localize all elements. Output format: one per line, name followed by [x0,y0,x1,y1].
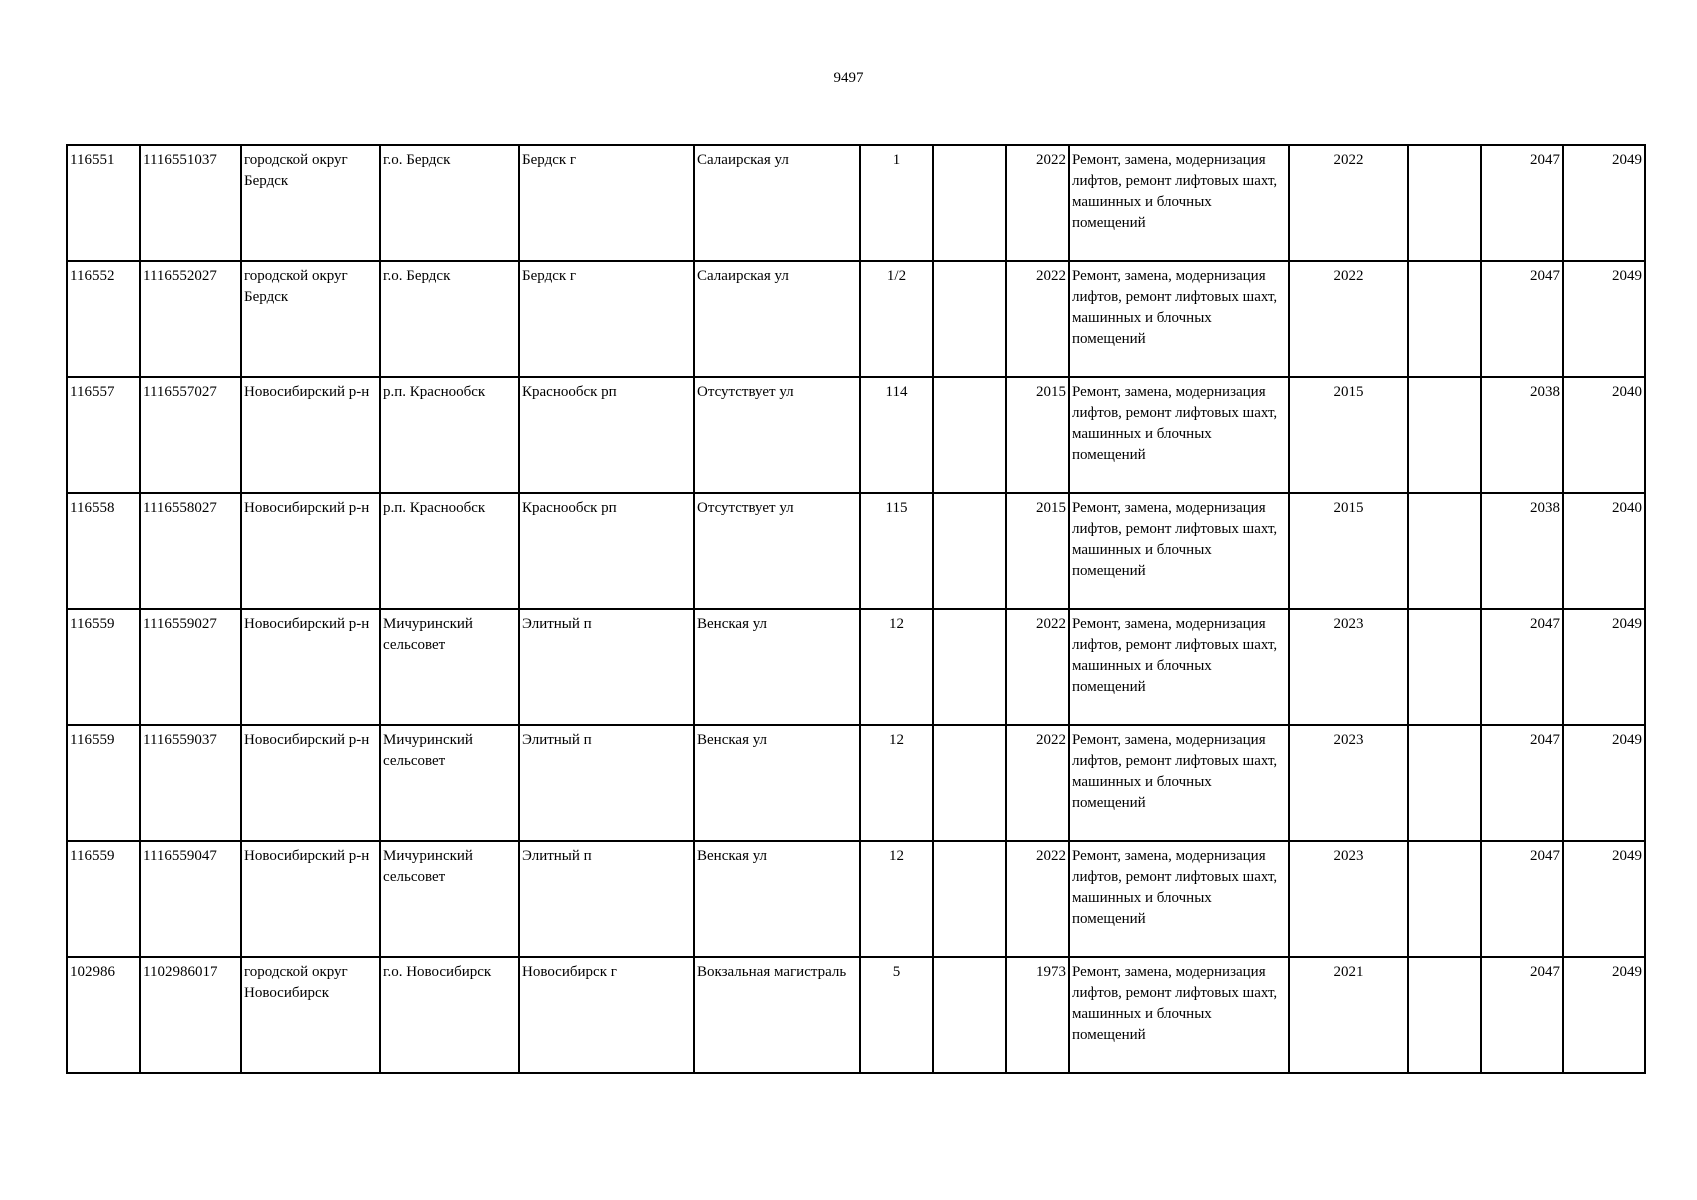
row-settlement: Краснообск рп [519,493,694,609]
row-district: Новосибирский р-н [241,725,380,841]
row-street: Венская ул [694,841,860,957]
row-year-2: 2047 [1481,145,1563,261]
row-id: 116557 [67,377,140,493]
row-work-type: Ремонт, замена, модернизация лифтов, ремонт лифтовых шахт, машинных и блочных помещений [1069,145,1289,261]
row-municipality: р.п. Краснообск [380,493,519,609]
row-extra [933,841,1006,957]
row-house: 115 [860,493,933,609]
row-code: 1116551037 [140,145,241,261]
table-row [67,609,1645,725]
row-built-year: 2015 [1006,493,1069,609]
row-house: 1 [860,145,933,261]
row-year-3: 2049 [1563,841,1645,957]
row-year-3: 2049 [1563,261,1645,377]
row-work-type: Ремонт, замена, модернизация лифтов, ремонт лифтовых шахт, машинных и блочных помещений [1069,261,1289,377]
row-year-1: 2015 [1289,493,1408,609]
registry-table [66,144,1646,1074]
row-extra [933,145,1006,261]
row-municipality: г.о. Новосибирск [380,957,519,1073]
row-year-3: 2049 [1563,145,1645,261]
row-extra [933,261,1006,377]
row-work-type: Ремонт, замена, модернизация лифтов, ремонт лифтовых шахт, машинных и блочных помещений [1069,957,1289,1073]
row-year-3: 2049 [1563,725,1645,841]
row-built-year: 2022 [1006,841,1069,957]
row-district: Новосибирский р-н [241,377,380,493]
row-code: 1116559027 [140,609,241,725]
row-settlement: Элитный п [519,725,694,841]
row-street: Отсутствует ул [694,493,860,609]
table-row [67,841,1645,957]
row-district: Новосибирский р-н [241,841,380,957]
row-year-2: 2047 [1481,725,1563,841]
table-row [67,145,1645,261]
row-id: 116559 [67,841,140,957]
page-number: 9497 [833,70,864,86]
row-id: 116551 [67,145,140,261]
row-extra [933,957,1006,1073]
row-extra [933,725,1006,841]
row-house: 5 [860,957,933,1073]
row-settlement: Бердск г [519,145,694,261]
row-municipality: р.п. Краснообск [380,377,519,493]
row-house: 1/2 [860,261,933,377]
row-extra-2 [1408,261,1481,377]
row-year-2: 2038 [1481,377,1563,493]
table-row [67,725,1645,841]
row-extra [933,609,1006,725]
row-house: 12 [860,609,933,725]
row-extra-2 [1408,957,1481,1073]
table-row [67,493,1645,609]
row-house: 12 [860,725,933,841]
row-work-type: Ремонт, замена, модернизация лифтов, ремонт лифтовых шахт, машинных и блочных помещений [1069,841,1289,957]
row-year-3: 2049 [1563,609,1645,725]
row-municipality: Мичуринский сельсовет [380,609,519,725]
row-code: 1116559047 [140,841,241,957]
row-district: городской округ Бердск [241,261,380,377]
row-settlement: Бердск г [519,261,694,377]
row-municipality: Мичуринский сельсовет [380,725,519,841]
row-year-1: 2015 [1289,377,1408,493]
row-work-type: Ремонт, замена, модернизация лифтов, ремонт лифтовых шахт, машинных и блочных помещений [1069,377,1289,493]
row-district: городской округ Бердск [241,145,380,261]
row-year-1: 2021 [1289,957,1408,1073]
row-built-year: 2022 [1006,145,1069,261]
row-municipality: г.о. Бердск [380,261,519,377]
row-municipality: Мичуринский сельсовет [380,841,519,957]
table-row [67,957,1645,1073]
row-extra [933,377,1006,493]
row-municipality: г.о. Бердск [380,145,519,261]
row-year-3: 2049 [1563,957,1645,1073]
row-code: 1116558027 [140,493,241,609]
row-street: Салаирская ул [694,145,860,261]
row-year-2: 2047 [1481,261,1563,377]
row-year-1: 2022 [1289,145,1408,261]
row-street: Венская ул [694,725,860,841]
row-house: 114 [860,377,933,493]
row-house: 12 [860,841,933,957]
row-work-type: Ремонт, замена, модернизация лифтов, ремонт лифтовых шахт, машинных и блочных помещений [1069,725,1289,841]
row-code: 1116559037 [140,725,241,841]
row-extra-2 [1408,841,1481,957]
row-year-1: 2023 [1289,841,1408,957]
row-id: 102986 [67,957,140,1073]
row-code: 1102986017 [140,957,241,1073]
row-extra-2 [1408,725,1481,841]
row-street: Вокзальная магистраль [694,957,860,1073]
row-extra-2 [1408,609,1481,725]
row-built-year: 2015 [1006,377,1069,493]
row-settlement: Элитный п [519,609,694,725]
row-work-type: Ремонт, замена, модернизация лифтов, ремонт лифтовых шахт, машинных и блочных помещений [1069,493,1289,609]
row-district: Новосибирский р-н [241,609,380,725]
table-row [67,377,1645,493]
row-extra-2 [1408,493,1481,609]
row-year-2: 2047 [1481,957,1563,1073]
row-work-type: Ремонт, замена, модернизация лифтов, ремонт лифтовых шахт, машинных и блочных помещений [1069,609,1289,725]
table-row [67,261,1645,377]
row-id: 116558 [67,493,140,609]
row-code: 1116552027 [140,261,241,377]
row-id: 116552 [67,261,140,377]
row-built-year: 2022 [1006,725,1069,841]
row-year-1: 2022 [1289,261,1408,377]
row-year-2: 2047 [1481,841,1563,957]
row-year-2: 2047 [1481,609,1563,725]
row-street: Венская ул [694,609,860,725]
row-settlement: Новосибирск г [519,957,694,1073]
row-extra-2 [1408,377,1481,493]
row-street: Салаирская ул [694,261,860,377]
row-settlement: Элитный п [519,841,694,957]
row-settlement: Краснообск рп [519,377,694,493]
row-id: 116559 [67,725,140,841]
row-built-year: 2022 [1006,609,1069,725]
row-street: Отсутствует ул [694,377,860,493]
row-extra [933,493,1006,609]
row-year-1: 2023 [1289,609,1408,725]
row-built-year: 1973 [1006,957,1069,1073]
row-year-1: 2023 [1289,725,1408,841]
row-code: 1116557027 [140,377,241,493]
row-district: Новосибирский р-н [241,493,380,609]
row-id: 116559 [67,609,140,725]
row-extra-2 [1408,145,1481,261]
row-built-year: 2022 [1006,261,1069,377]
row-year-2: 2038 [1481,493,1563,609]
row-district: городской округ Новосибирск [241,957,380,1073]
row-year-3: 2040 [1563,493,1645,609]
row-year-3: 2040 [1563,377,1645,493]
